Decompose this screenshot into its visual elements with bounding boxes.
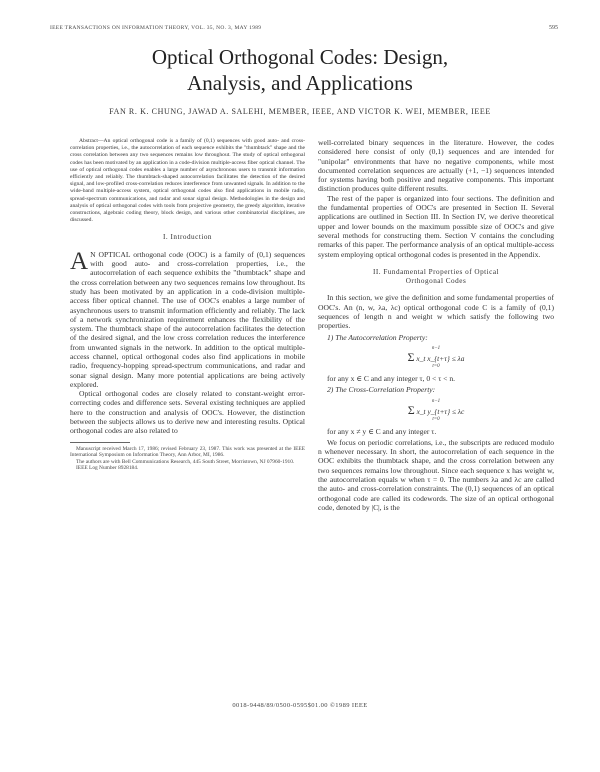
section-2-paragraph-1: In this section, we give the definition and some fundamental properties of OOC's. An (n, w, λa, λc) optical orthogonal code C is a family of (0,1) sequences of length n and weight w which satisfy the following two properties. [318,293,554,331]
section-2-paragraph-2: We focus on periodic correlations, i.e., the subscripts are reduced modulo n whenever necessary. In short, the autocorrelation of each sequence in the OOC exhibits the thumbtack shape, and the cross correlation between any two sequences remains low throughout. Since each sequence x has weight w, the autocorrelation equals w when τ = 0. The numbers λa and λc are called the auto- and cross-correlation constraints. The (0,1) sequences of an optical orthogonal code are called its codewords. The size of an optical orthogonal code, denoted by |C|, is the [318,437,554,512]
page-number: 595 [549,25,558,31]
autocorrelation-equation [318,345,554,371]
section-2-heading-line-1: II. Fundamental Properties of Optical [372,267,500,276]
intro-paragraph-1-text: N OPTICAL orthogonal code (OOC) is a family of (0,1) sequences with good auto- and cross-correlation properties, i.e., the autocorrelation of each sequence exhibits the "thumbtack" shape and the cross correlation between any two sequences remains low throughout. Its study has been motivated by an application in a code-division multiple-access fiber optical channel. The use of OOC's enables a large number of asynchronous users to transmit information efficiently and reliably. The lack of a network synchronization requirement enhances the flexibility of the system. The thumbtack shape of the autocorrelation facilitates the detection of the desired signal, and the low cross correlation reduces the interference from unwanted signals in the network. In addition to the optical multiple-access channel, optical orthogonal codes also find applications in mobile radio, frequency-hopping spread-spectrum communications, and radar and sonar signal design. Many more potential applications are being actively explored. [70,249,305,389]
intro-paragraph-2: Optical orthogonal codes are closely related to constant-weight error-correcting codes and difference sets. Several existing techniques are applied here to the construction and analysis of OOC's. However, the distinction between the subjects allows us to derive new and interesting results. Optical orthogonal codes are also related to [70,389,305,436]
sum-upper-limit-2: n−1 [431,398,441,404]
footnote-affiliation: The authors are with Bell Communications Research, 445 South Street, Morristown, NJ 07960-1910. [76,458,295,465]
footnote-log-number: IEEE Log Number 8928184. [76,465,139,472]
title-line-2: Analysis, and Applications [187,71,413,95]
running-head: IEEE TRANSACTIONS ON INFORMATION THEORY, VOL. 35, NO. 3, MAY 1989 [50,25,262,31]
author-list: FAN R. K. CHUNG, JAWAD A. SALEHI, MEMBER, IEEE, AND VICTOR K. WEI, MEMBER, IEEE [109,107,491,116]
sum-lower-limit: t=0 [432,363,440,369]
summation-symbol-2: Σ [407,402,415,417]
summation-symbol: Σ [407,349,415,364]
intro-paragraph-1 [70,247,305,389]
autocorrelation-condition: for any x ∈ C and any integer τ, 0 < τ < n. [327,373,456,383]
right-paragraph-1: well-correlated binary sequences in the literature. However, the codes considered here consist of only (0,1) sequences and are intended for "unipolar" environments that have no negative components, while most documented correlation sequences are actually (+1, −1) sequences intended for systems having both positive and negative components. This important distinction produces quite different results. [318,138,554,194]
paper-title [0,44,600,96]
copyright-line: 0018-9448/89/0500-0595$01.00 ©1989 IEEE [232,702,368,709]
abstract: Abstract—An optical orthogonal code is a family of (0,1) sequences with good auto- and cross-correlation properties, i.e., the autocorrelation of each sequence exhibits the "thumbtack" shape and the cross correlation between any two sequences remains low throughout. The study of optical orthogonal codes has been motivated by an application in a code-division multiple-access fiber optical channel. The use of optical orthogonal codes enables a large number of asynchronous users to transmit information efficiently and reliably. The thumbtack-shaped autocorrelation facilitates the detection of the desired signal, and low-profiled cross-correlation reduces interference from unwanted signals. In addition to the wide-band multiple-access system, optical orthogonal codes also find applications in mobile radio, spread-spectrum communications, and radar and sonar signal design. Methodologies in the design and analysis of optical orthogonal codes with tools from projective geometry, the greedy algorithm, iterative constructions, algebraic coding theory, block design, and various other combinatorial disciplines, are discussed. [70,138,305,224]
section-2-heading-line-2: Orthogonal Codes [405,277,467,286]
autocorrelation-property-label: 1) The Autocorrelation Property: [327,332,428,342]
cross-correlation-property-label: 2) The Cross-Correlation Property: [327,385,436,395]
sum-lower-limit-2: t=0 [432,416,440,422]
right-paragraph-2: The rest of the paper is organized into four sections. The definition and the fundamental properties of OOC's are presented in Section II. Several applications are outlined in Section III. In Section IV, we derive theoretical upper and lower bounds on the maximum possible size of OOC's and give several methods for constructing them. Section V contains the concluding remarks of this paper. The performance analysis of an optical multiple-access system employing optical orthogonal codes is presented in the Appendix. [318,193,554,259]
footnote-manuscript: Manuscript received March 17, 1986; revised February 23, 1987. This work was presented at the IEEE International Symposium on Information Theory, Ann Arbor, MI, 1986. [70,445,305,459]
cross-correlation-condition: for any x ≠ y ∈ C and any integer τ. [327,426,437,436]
title-line-1: Optical Orthogonal Codes: Design, [151,45,449,69]
autocorrelation-formula: x_t x_{t+τ} ≤ λa [416,353,465,363]
left-column [70,138,305,472]
cross-correlation-equation [318,398,554,424]
sum-upper-limit: n−1 [431,345,441,351]
section-1-heading: I. Introduction [162,233,213,242]
section-2-heading [318,268,554,287]
footnote-divider [70,442,130,443]
cross-correlation-formula: x_t y_{t+τ} ≤ λc [416,406,465,416]
right-column [318,138,554,512]
drop-cap: A [70,247,89,275]
